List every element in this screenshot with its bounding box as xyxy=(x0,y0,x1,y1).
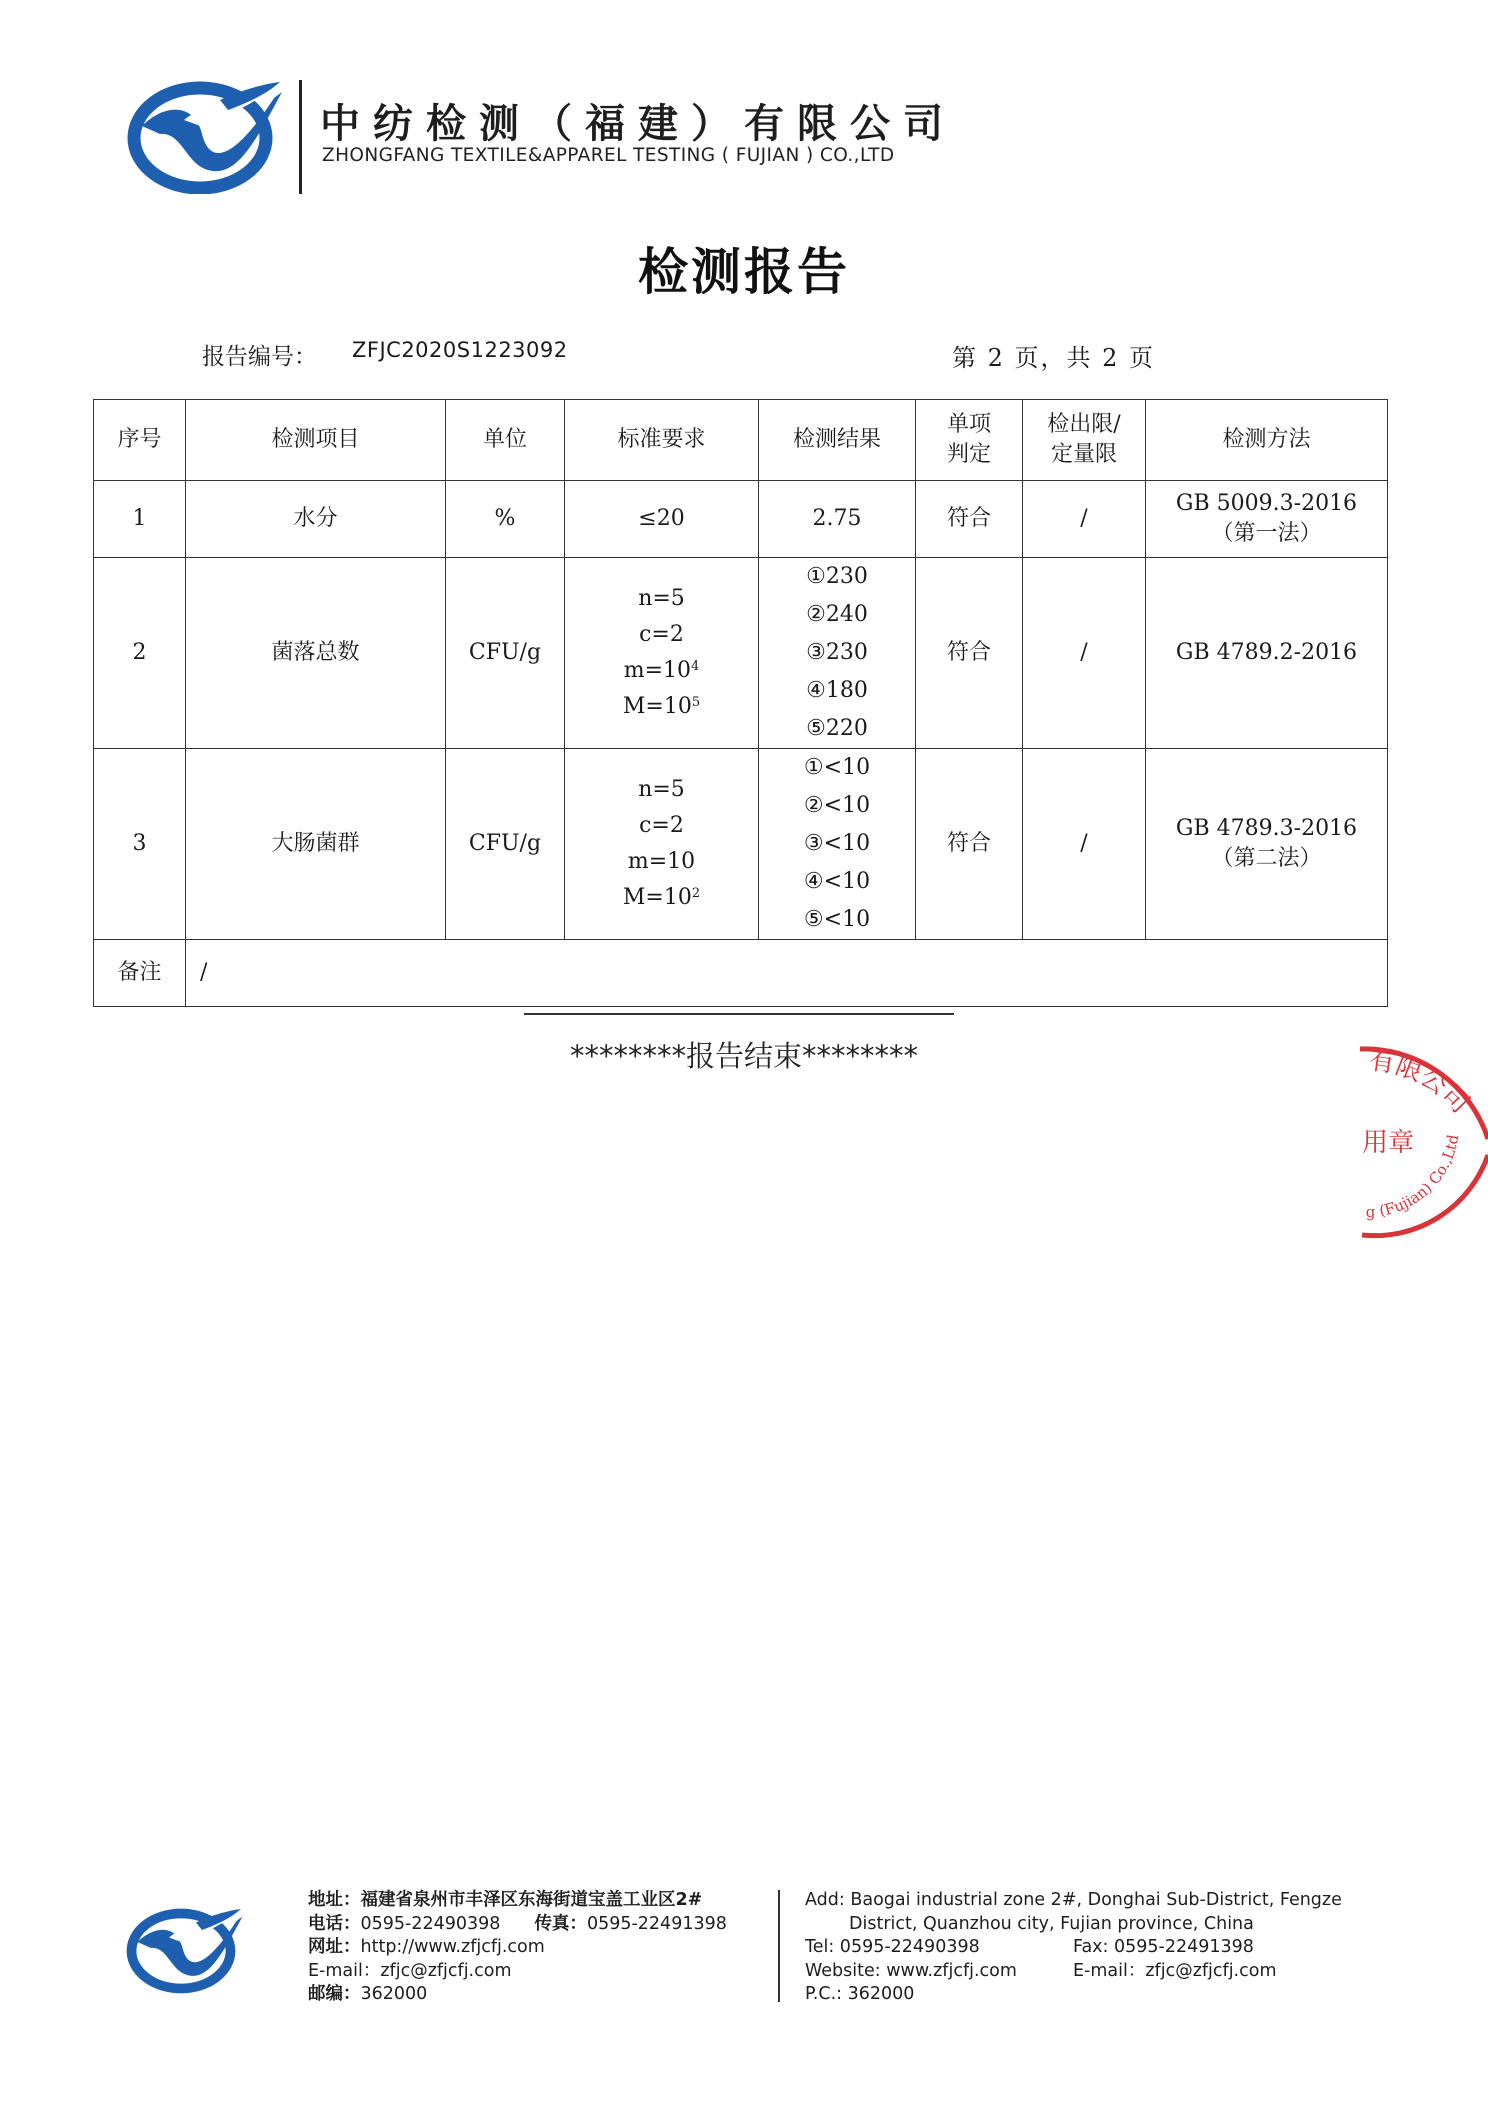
cell-result: 2.75 xyxy=(759,481,916,558)
cell-unit: CFU/g xyxy=(446,558,565,749)
page-indicator: 第 2 页，共 2 页 xyxy=(952,344,1156,372)
result-sample-5: ⑤220 xyxy=(806,716,868,741)
std-n: n=5 xyxy=(638,586,685,611)
cell-limit: / xyxy=(1023,481,1146,558)
footer-website: 网址：http://www.zfjcfj.com xyxy=(308,1937,545,1957)
footer-en-tel-fax: Tel: 0595-22490398 Fax: 0595-22491398 xyxy=(805,1937,1254,1957)
result-sample-3: ③230 xyxy=(806,640,868,665)
cell-method: GB 4789.2-2016 xyxy=(1146,558,1388,749)
footer-contact-en xyxy=(805,1889,1342,2007)
stamp-text-mid: 用章 xyxy=(1362,1128,1415,1158)
header-item: 检测项目 xyxy=(186,400,446,481)
cell-standard xyxy=(565,558,759,749)
report-number-value: ZFJC2020S1223092 xyxy=(352,338,568,362)
cell-standard xyxy=(565,749,759,940)
std-M: $M=10^5$ xyxy=(622,694,701,719)
std-m: m=10 xyxy=(627,849,696,874)
footer-phone: 电话：0595-22490398 传真：0595-22491398 xyxy=(308,1913,727,1934)
table-header-row xyxy=(94,400,1388,481)
remark-row xyxy=(94,940,1388,1007)
header-limit-line2: 定量限 xyxy=(1050,442,1117,467)
cell-item: 水分 xyxy=(186,481,446,558)
cell-limit: / xyxy=(1023,558,1146,749)
cell-method xyxy=(1146,749,1388,940)
header-result: 检测结果 xyxy=(759,400,916,481)
footer-contact-cn xyxy=(308,1889,727,2007)
test-result-table xyxy=(93,399,1388,1007)
method-line2: （第一法） xyxy=(1211,521,1322,546)
footer-en-postcode: P.C.: 362000 xyxy=(805,1984,915,2004)
footer-email: E-mail：zfjc@zfjcfj.com xyxy=(308,1960,512,1981)
table-row xyxy=(94,749,1388,940)
remark-value: / xyxy=(186,940,1388,1007)
header-verdict-line2: 判定 xyxy=(946,442,991,467)
header-no: 序号 xyxy=(94,400,186,481)
cell-verdict: 符合 xyxy=(916,481,1023,558)
cell-result xyxy=(759,749,916,940)
cell-method xyxy=(1146,481,1388,558)
cell-no: 3 xyxy=(94,749,186,940)
result-sample-2: ②240 xyxy=(806,602,868,627)
header-verdict xyxy=(916,400,1023,481)
footer-en-address-1: Add: Baogai industrial zone 2#, Donghai Sub-District, Fengze xyxy=(805,1890,1342,1910)
cell-verdict: 符合 xyxy=(916,558,1023,749)
header-method: 检测方法 xyxy=(1146,400,1388,481)
footer-en-address-2: District, Quanzhou city, Fujian province, China xyxy=(849,1913,1254,1934)
stamp-text-top: 有限公司 xyxy=(1367,1045,1475,1120)
std-m: $m=10^4$ xyxy=(623,658,700,683)
cell-standard: ≤20 xyxy=(565,481,759,558)
page-title: 检测报告 xyxy=(638,243,850,301)
company-logo-icon xyxy=(124,74,284,194)
table-row xyxy=(94,481,1388,558)
result-sample-4: ④180 xyxy=(806,678,868,703)
cell-no: 1 xyxy=(94,481,186,558)
cell-limit: / xyxy=(1023,749,1146,940)
cell-item: 大肠菌群 xyxy=(186,749,446,940)
cell-no: 2 xyxy=(94,558,186,749)
remark-label: 备注 xyxy=(94,940,186,1007)
result-sample-5: ⑤<10 xyxy=(803,907,871,932)
end-divider xyxy=(524,1013,954,1015)
header-verdict-line1: 单项 xyxy=(946,412,991,438)
cell-item: 菌落总数 xyxy=(186,558,446,749)
header-limit-line1: 检出限/ xyxy=(1047,412,1121,438)
cell-verdict: 符合 xyxy=(916,749,1023,940)
official-seal-stamp xyxy=(1356,1035,1488,1243)
table-row xyxy=(94,558,1388,749)
header-standard: 标准要求 xyxy=(565,400,759,481)
method-line2: （第二法） xyxy=(1211,846,1322,871)
result-sample-4: ④<10 xyxy=(803,869,871,894)
footer-divider xyxy=(778,1890,780,2002)
cell-unit: % xyxy=(446,481,565,558)
result-sample-1: ①230 xyxy=(806,564,868,589)
header-unit: 单位 xyxy=(446,400,565,481)
header-divider xyxy=(299,80,302,194)
method-line1: GB 5009.3-2016 xyxy=(1175,491,1358,517)
company-name-cn: 中纺检测（福建）有限公司 xyxy=(320,101,956,147)
result-sample-1: ①<10 xyxy=(803,755,871,780)
result-sample-2: ②<10 xyxy=(803,793,871,818)
footer-en-web-email: Website: www.zfjcfj.com E-mail：zfjc@zfjcfj.com xyxy=(805,1960,1277,1981)
cell-result xyxy=(759,558,916,749)
company-name-en: ZHONGFANG TEXTILE&APPAREL TESTING ( FUJIAN ) CO.,LTD xyxy=(322,145,895,166)
footer-postcode: 邮编：362000 xyxy=(308,1984,428,2004)
result-sample-3: ③<10 xyxy=(803,831,871,856)
header-limit xyxy=(1023,400,1146,481)
footer-logo-icon xyxy=(124,1888,244,2008)
method-line1: GB 4789.3-2016 xyxy=(1175,816,1358,842)
std-M: $M=10^2$ xyxy=(622,885,701,910)
cell-unit: CFU/g xyxy=(446,749,565,940)
std-c: c=2 xyxy=(639,622,684,647)
report-number-label: 报告编号： xyxy=(202,344,317,370)
report-end-text: ********报告结束******** xyxy=(569,1039,918,1073)
std-c: c=2 xyxy=(639,813,684,838)
std-n: n=5 xyxy=(638,777,685,802)
footer-address: 地址：福建省泉州市丰泽区东海街道宝盖工业区2# xyxy=(308,1890,703,1910)
stamp-text-en: g (Fujian) Co.,Ltd xyxy=(1365,1133,1463,1222)
